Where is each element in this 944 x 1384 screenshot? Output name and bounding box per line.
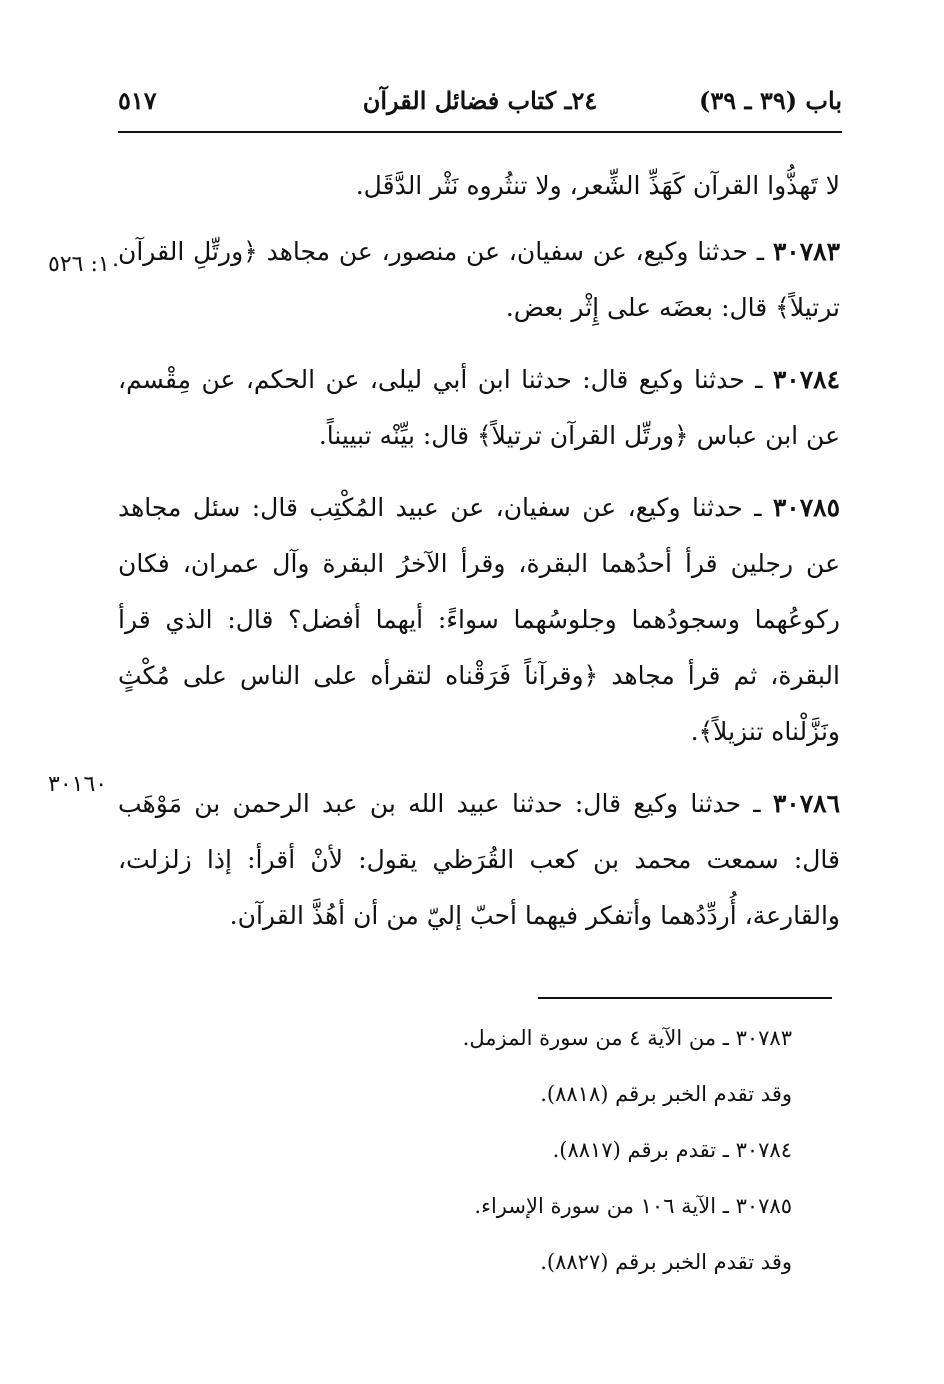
hadith-number: ٣٠٧٨٥ bbox=[772, 493, 840, 522]
margin-reference: ١٠: ٥٢٦ bbox=[48, 252, 122, 277]
hadith-text: ـ حدثنا وكيع، عن سفيان، عن عبيد المُكْتِب قال: سئل مجاهد عن رجلين قرأ أحدُهما البقرة، وقرأ الآخرُ البقرة وآل عمران، فكان ركوعُهما وسجودُهما وجلوسُهما سواءً: أيهما أفضل؟ قال: الذي قرأ البقرة، ثم قرأ مجاهد ﴿وقرآناً فَرَقْناه لتقرأه على الناس على مُكْثٍ ونَزَّلْناه تنزيلاً﴾. bbox=[118, 493, 840, 746]
paragraph-text: لا تَهذُّوا القرآن كَهَذِّ الشِّعر، ولا تنثُروه نَثْر الدَّقَل. bbox=[355, 171, 840, 200]
chapter-range: باب (٣٩ ـ ٣٩) bbox=[699, 86, 842, 115]
footnote: ٣٠٧٨٣ ـ من الآية ٤ من سورة المزمل. bbox=[462, 1026, 792, 1050]
hadith-number: ٣٠٧٨٤ bbox=[772, 365, 840, 394]
hadith-text: ـ حدثنا وكيع قال: حدثنا عبيد الله بن عبد الرحمن بن مَوْهَب قال: سمعت محمد بن كعب القُرَظي يقول: لأنْ أقرأ: إذا زلزلت، والقارعة، أُردِّدُهما وأتفكر فيهما أحبّ إليّ من أن أهُذَّ القرآن. bbox=[118, 789, 840, 930]
page-number: ٥١٧ bbox=[118, 86, 157, 115]
main-text bbox=[118, 158, 840, 960]
book-title: ٢٤ـ كتاب فضائل القرآن bbox=[362, 86, 598, 115]
hadith-entry bbox=[118, 480, 840, 760]
footnote: وقد تقدم الخبر برقم (٨٨١٨). bbox=[540, 1082, 792, 1106]
hadith-entry bbox=[118, 776, 840, 944]
paragraph bbox=[118, 158, 840, 214]
footnote: وقد تقدم الخبر برقم (٨٨٢٧). bbox=[540, 1250, 792, 1274]
hadith-number: ٣٠٧٨٣ bbox=[772, 237, 840, 266]
hadith-entry bbox=[118, 352, 840, 464]
footnote: ٣٠٧٨٤ ـ تقدم برقم (٨٨١٧). bbox=[552, 1138, 792, 1162]
hadith-text: ـ حدثنا وكيع قال: حدثنا ابن أبي ليلى، عن الحكم، عن مِقْسم، عن ابن عباس ﴿ورتِّل القرآن ترتيلاً﴾ قال: بيِّنْه تبييناً. bbox=[118, 365, 840, 450]
footnotes bbox=[300, 1010, 792, 1290]
hadith-number: ٣٠٧٨٦ bbox=[772, 789, 840, 818]
margin-reference: ٣٠١٦٠ bbox=[48, 772, 108, 797]
footnote-divider bbox=[538, 997, 832, 999]
hadith-entry bbox=[118, 224, 840, 336]
running-header bbox=[118, 86, 842, 126]
header-divider bbox=[118, 131, 842, 133]
footnote: ٣٠٧٨٥ ـ الآية ١٠٦ من سورة الإسراء. bbox=[474, 1194, 792, 1218]
hadith-text: ـ حدثنا وكيع، عن سفيان، عن منصور، عن مجاهد ﴿ورتِّلِ القرآن ترتيلاً﴾ قال: بعضَه على إِثْر بعض. bbox=[118, 237, 840, 322]
